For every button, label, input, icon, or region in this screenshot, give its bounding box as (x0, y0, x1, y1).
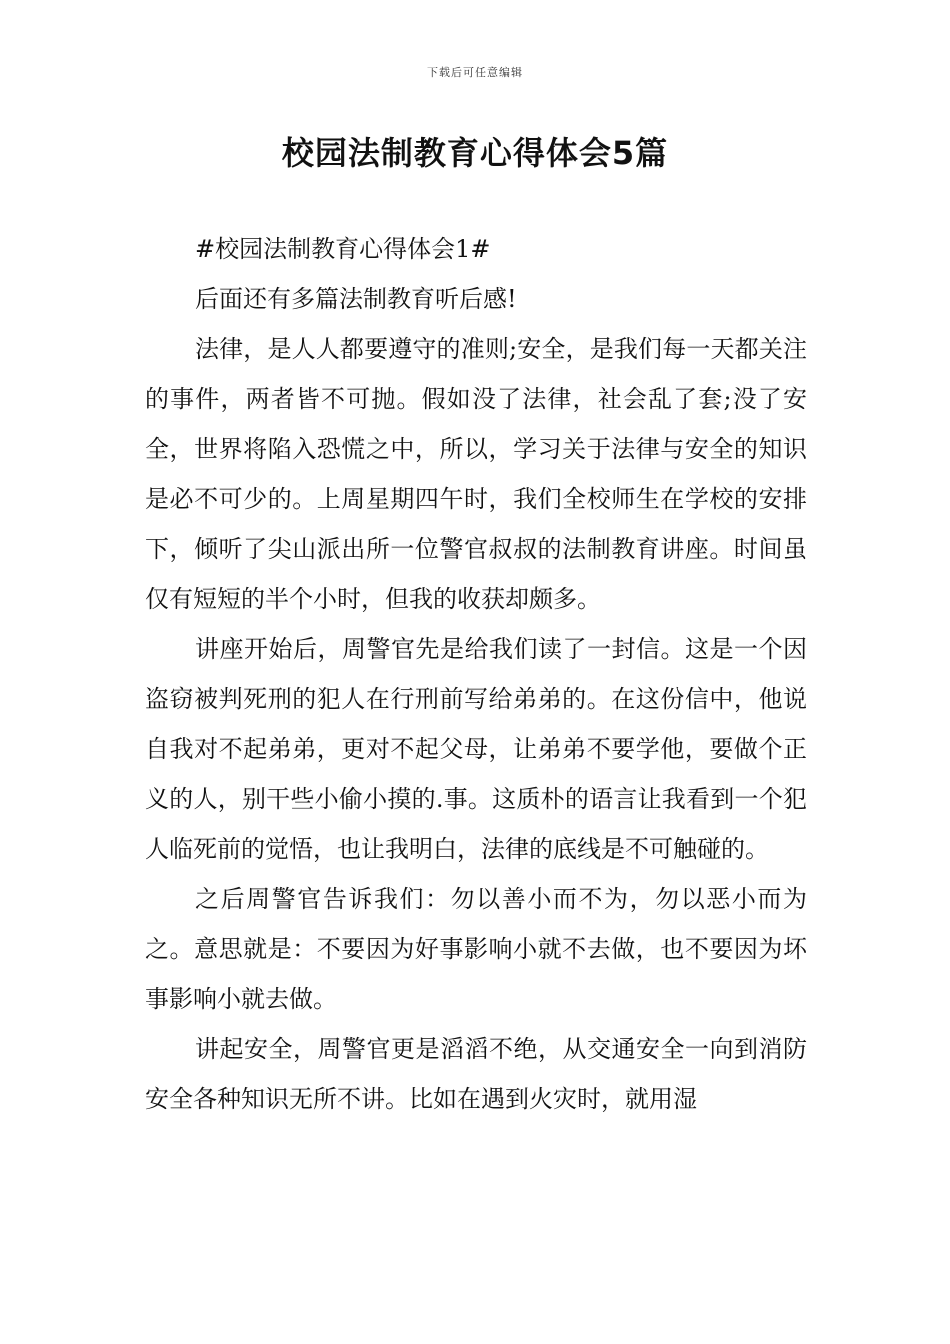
document-title: 校园法制教育心得体会5篇 (281, 134, 669, 172)
paragraph: 之后周警官告诉我们：勿以善小而不为，勿以恶小而为之。意思就是：不要因为好事影响小就不去做，也不要因为坏事影响小就去做。 (145, 885, 807, 1013)
paragraph: 后面还有多篇法制教育听后感! (195, 285, 517, 313)
document-body (145, 224, 807, 1124)
header-note: 下载后可任意编辑 (427, 66, 523, 79)
paragraph: 讲起安全，周警官更是滔滔不绝，从交通安全一向到消防安全各种知识无所不讲。比如在遇到火灾时，就用湿 (145, 1035, 807, 1113)
paragraph: 讲座开始后，周警官先是给我们读了一封信。这是一个因盗窃被判死刑的犯人在行刑前写给弟弟的。在这份信中，他说自我对不起弟弟，更对不起父母，让弟弟不要学他，要做个正义的人，别干些小偷小摸的.事。这质朴的语言让我看到一个犯人临死前的觉悟，也让我明白，法律的底线是不可触碰的。 (145, 635, 807, 863)
paragraph: 法律，是人人都要遵守的准则;安全，是我们每一天都关注的事件，两者皆不可抛。假如没了法律，社会乱了套;没了安全，世界将陷入恐慌之中，所以，学习关于法律与安全的知识是必不可少的。上周星期四午时，我们全校师生在学校的安排下，倾听了尖山派出所一位警官叔叔的法制教育讲座。时间虽仅有短短的半个小时，但我的收获却颇多。 (145, 335, 807, 613)
section-heading: #校园法制教育心得体会1# (195, 235, 491, 263)
